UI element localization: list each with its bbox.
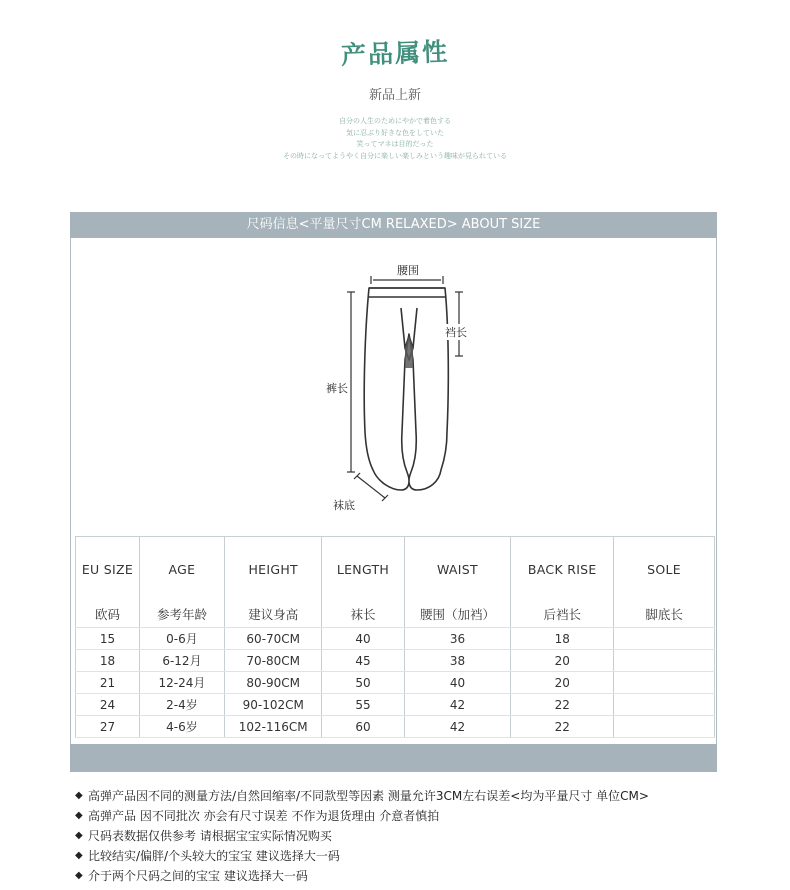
- table-header-row-cn: [76, 601, 715, 628]
- table-cell: [614, 694, 715, 716]
- header-eu-size: EU SIZE: [76, 537, 140, 602]
- note-item: [75, 846, 775, 866]
- bullet-icon: ◆: [75, 810, 83, 821]
- note-item: [75, 786, 775, 806]
- table-row: [76, 716, 715, 738]
- table-cell: [614, 628, 715, 650]
- tights-size-diagram: [321, 250, 481, 510]
- table-cell: [614, 716, 715, 738]
- size-table: [75, 536, 715, 738]
- header-sole: SOLE: [614, 537, 715, 602]
- table-cell: 50: [322, 672, 404, 694]
- page-subtitle: 新品上新: [368, 88, 421, 103]
- header-height: HEIGHT: [225, 537, 322, 602]
- table-cell: 90-102CM: [225, 694, 322, 716]
- table-cell: 20: [511, 672, 614, 694]
- table-cell: 38: [404, 650, 511, 672]
- table-cell: 4-6岁: [139, 716, 224, 738]
- note-text: 尺码表数据仅供参考 请根据宝宝实际情况购买: [88, 829, 332, 843]
- sole-label: 袜底: [333, 499, 355, 512]
- note-text: 比较结实/偏胖/个头较大的宝宝 建议选择大一码: [88, 849, 340, 863]
- table-row: [76, 672, 715, 694]
- header-cn-cell: 参考年龄: [139, 601, 224, 628]
- bullet-icon: ◆: [75, 790, 83, 801]
- bullet-icon: ◆: [75, 830, 83, 841]
- table-cell: 40: [322, 628, 404, 650]
- header-cn-cell: 袜长: [322, 601, 404, 628]
- size-notes-list: [75, 786, 775, 886]
- table-row: [76, 650, 715, 672]
- bullet-icon: ◆: [75, 850, 83, 861]
- waist-label: 腰围: [397, 264, 419, 277]
- poem-line: 気に忍ぶり好きな色をしていた: [346, 128, 444, 137]
- table-cell: [614, 672, 715, 694]
- table-cell: 27: [76, 716, 140, 738]
- table-cell: 42: [404, 694, 511, 716]
- poem-text: [0, 116, 790, 162]
- table-cell: 60: [322, 716, 404, 738]
- table-cell: 6-12月: [139, 650, 224, 672]
- table-cell: 0-6月: [139, 628, 224, 650]
- page-title: 产品属性: [340, 37, 450, 70]
- header-cn-cell: 建议身高: [225, 601, 322, 628]
- table-cell: 18: [511, 628, 614, 650]
- table-cell: 70-80CM: [225, 650, 322, 672]
- note-text: 介于两个尺码之间的宝宝 建议选择大一码: [88, 869, 308, 883]
- header-cn-cell: 腰围（加裆）: [404, 601, 511, 628]
- poem-line: 自分の人生のためにやかで着色する: [339, 117, 451, 125]
- table-cell: 42: [404, 716, 511, 738]
- size-panel-header: 尺码信息<平量尺寸CM RELAXED> ABOUT SIZE: [70, 212, 717, 238]
- note-item: [75, 866, 775, 886]
- length-label: 裤长: [326, 382, 348, 395]
- header-back-rise: BACK RISE: [511, 537, 614, 602]
- table-cell: 102-116CM: [225, 716, 322, 738]
- table-cell: 55: [322, 694, 404, 716]
- table-cell: 60-70CM: [225, 628, 322, 650]
- table-cell: 2-4岁: [139, 694, 224, 716]
- table-cell: 24: [76, 694, 140, 716]
- table-row: [76, 694, 715, 716]
- table-cell: 45: [322, 650, 404, 672]
- header-age: AGE: [139, 537, 224, 602]
- table-cell: 20: [511, 650, 614, 672]
- note-item: [75, 806, 775, 826]
- poem-line: その時になってようやく自分に楽しい楽しみという趣味が見られている: [283, 151, 507, 160]
- note-text: 高弹产品因不同的测量方法/自然回缩率/不同款型等因素 测量允许3CM左右误差<均为平量尺寸 单位CM>: [88, 789, 649, 803]
- table-cell: 22: [511, 694, 614, 716]
- header-cn-cell: 欧码: [76, 601, 140, 628]
- note-text: 高弹产品 因不同批次 亦会有尺寸误差 不作为退货理由 介意者慎拍: [88, 809, 440, 823]
- table-cell: 21: [76, 672, 140, 694]
- size-info-panel: [70, 212, 717, 772]
- header-cn-cell: 脚底长: [614, 601, 715, 628]
- table-cell: 12-24月: [139, 672, 224, 694]
- poem-line: 笑ってマネは目的だった: [356, 140, 434, 148]
- table-cell: 18: [76, 650, 140, 672]
- table-cell: 80-90CM: [225, 672, 322, 694]
- table-cell: 40: [404, 672, 511, 694]
- header-length: LENGTH: [322, 537, 404, 602]
- note-item: [75, 826, 775, 846]
- table-cell: [614, 650, 715, 672]
- table-row: [76, 628, 715, 650]
- table-cell: 15: [76, 628, 140, 650]
- size-panel-footer: [70, 744, 717, 772]
- header-cn-cell: 后裆长: [511, 601, 614, 628]
- bullet-icon: ◆: [75, 870, 83, 881]
- header-waist: WAIST: [404, 537, 511, 602]
- rise-label: 裆长: [445, 326, 467, 339]
- table-header-row: [76, 537, 715, 602]
- table-cell: 22: [511, 716, 614, 738]
- table-cell: 36: [404, 628, 511, 650]
